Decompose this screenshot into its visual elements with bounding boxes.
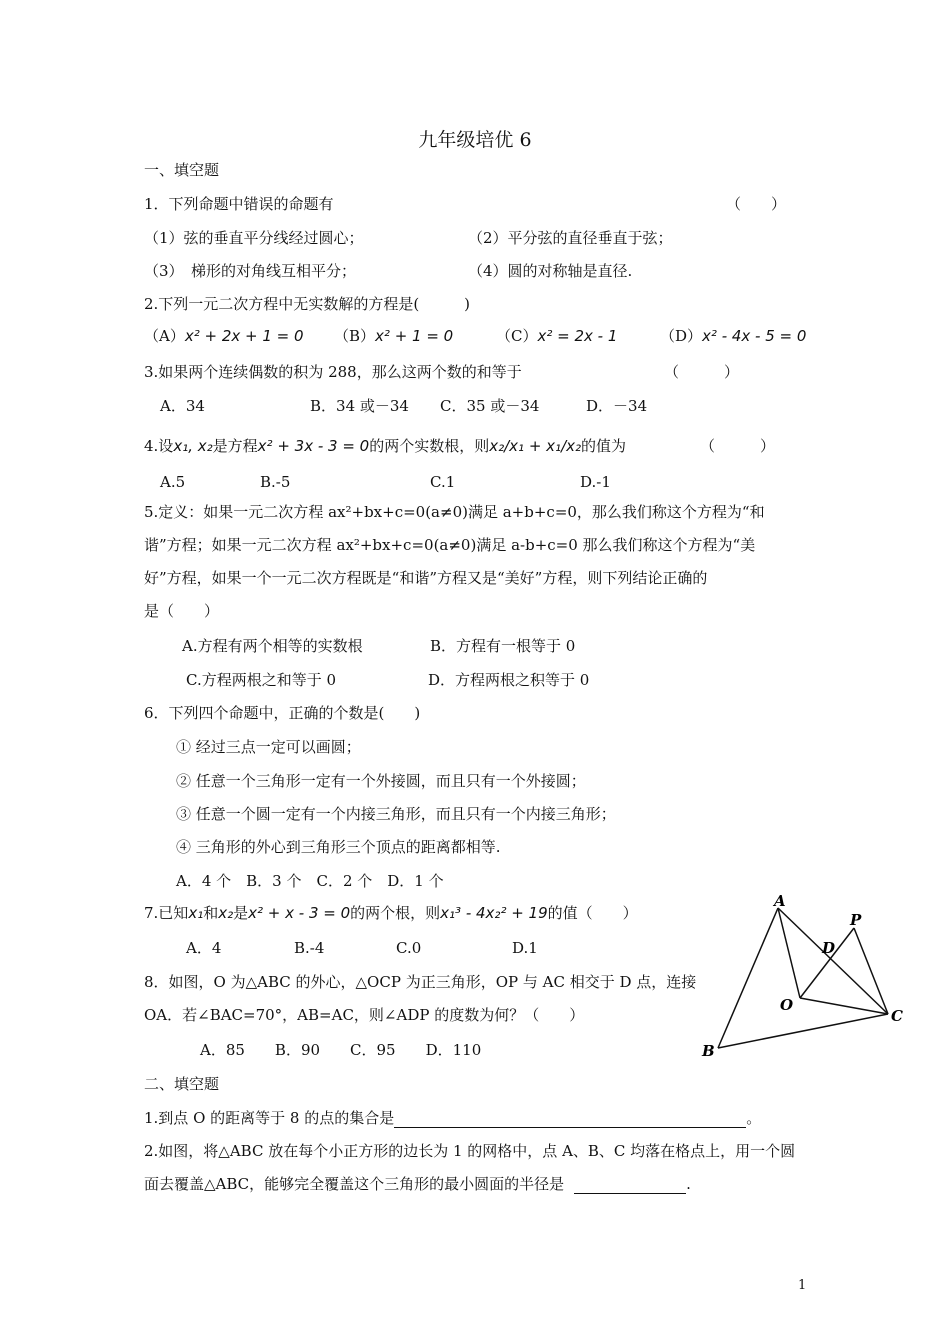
q4-option-b: B.-5: [260, 473, 291, 491]
segment-ac: [778, 908, 888, 1014]
q4-post: 的值为: [581, 437, 627, 455]
q7-x2: x₂: [218, 904, 234, 922]
q4-vars: x₁, x₂: [173, 437, 213, 455]
q2-option-c-equation: x² = 2x - 1: [537, 327, 618, 345]
q2-option-d-label: （D）: [660, 327, 703, 345]
q4-answer-bracket: （ ）: [700, 437, 776, 455]
q4-option-d: D.-1: [580, 473, 611, 491]
q5-option-a: A.方程有两个相等的实数根: [182, 637, 363, 655]
q8-line-1: 8．如图，O 为△ABC 的外心，△OCP 为正三角形，OP 与 AC 相交于 D 点，连接: [144, 973, 697, 991]
q2-stem: 2.下列一元二次方程中无实数解的方程是( ): [144, 295, 471, 313]
q7-mid2: 的两个根，则: [350, 904, 441, 922]
q7-post: 的值（ ）: [547, 904, 638, 922]
label-a: A: [774, 892, 786, 910]
q2-option-d: [660, 326, 806, 346]
q6-item-1: ① 经过三点一定可以画圆；: [176, 738, 361, 756]
q1-stem: 1．下列命题中错误的命题有: [144, 195, 334, 213]
q5-line-4: 是（ ）: [144, 602, 220, 620]
q6-stem: 6．下列四个命题中，正确的个数是( ): [144, 704, 421, 722]
q7-option-b: B.-4: [294, 939, 325, 957]
q1-item-2: （2）平分弦的直径垂直于弦；: [468, 229, 673, 247]
q4-pre: 4.设: [144, 437, 174, 455]
segment-oa: [778, 908, 800, 998]
q8-options: A．85 B．90 C．95 D．110: [200, 1041, 482, 1059]
fill-q1-end: 。: [746, 1109, 762, 1127]
fill-q2-text: 面去覆盖△ABC，能够完全覆盖这个三角形的最小圆面的半径是: [144, 1175, 565, 1193]
fill-q1-text: 1.到点 O 的距离等于 8 的点的集合是: [144, 1109, 395, 1127]
q7-expression: x₁³ - 4x₂² + 19: [440, 904, 548, 922]
q3-option-b: B．34 或－34: [310, 397, 409, 415]
q2-option-d-equation: x² - 4x - 5 = 0: [702, 327, 807, 345]
section-heading-2: 二、填空题: [144, 1075, 220, 1093]
q4-mid2: 的两个实数根，则: [369, 437, 490, 455]
q4-mid: 是方程: [212, 437, 258, 455]
label-o: O: [780, 996, 794, 1014]
fill-question-2-line-1: 2.如图，将△ABC 放在每个小正方形的边长为 1 的网格中，点 A、B、C 均落在格点上，用一个圆: [144, 1142, 796, 1160]
q2-option-a-equation: x² + 2x + 1 = 0: [184, 327, 304, 345]
q1-item-1: （1）弦的垂直平分线经过圆心；: [144, 229, 364, 247]
q2-option-c-label: （C）: [496, 327, 538, 345]
q2-option-a: [144, 326, 304, 346]
q3-option-d: D．－34: [586, 397, 648, 415]
q5-line-1: 5.定义：如果一元二次方程 ax²+bx+c=0(a≠0)满足 a+b+c=0，那么我们称这个方程为“和: [144, 503, 765, 521]
label-c: C: [891, 1007, 903, 1025]
section-heading-1: 一、填空题: [144, 161, 220, 179]
q6-item-3: ③ 任意一个圆一定有一个内接三角形，而且只有一个内接三角形；: [176, 805, 616, 823]
q6-options: A．4 个 B．3 个 C．2 个 D．1 个: [176, 872, 444, 890]
q7-equation: x² + x - 3 = 0: [248, 904, 351, 922]
label-d: D: [822, 939, 836, 957]
q3-option-a: A．34: [160, 397, 205, 415]
segment-ab: [718, 908, 778, 1048]
q2-option-b: [334, 326, 453, 346]
q1-item-3: （3） 梯形的对角线互相平分；: [144, 262, 357, 280]
triangle-figure: [688, 890, 910, 1060]
q6-item-4: ④ 三角形的外心到三角形三个顶点的距离都相等.: [176, 838, 501, 856]
segment-pc: [854, 928, 888, 1014]
q8-line-2: OA．若∠BAC=70°，AB=AC，则∠ADP 的度数为何？（ ）: [144, 1006, 585, 1024]
q2-option-b-label: （B）: [334, 327, 376, 345]
q3-option-c: C．35 或－34: [440, 397, 540, 415]
q4-option-a: A.5: [160, 473, 186, 491]
q7-stem: [144, 903, 638, 923]
q7-option-c: C.0: [396, 939, 422, 957]
label-p: P: [850, 911, 862, 929]
q7-option-d: D.1: [512, 939, 538, 957]
q5-option-c: C.方程两根之和等于 0: [186, 671, 337, 689]
q5-line-2: 谐”方程；如果一元二次方程 ax²+bx+c=0(a≠0)满足 a-b+c=0 那么我们称这个方程为“美: [144, 536, 756, 554]
fill-question-1: [144, 1108, 761, 1128]
q7-and: 和: [203, 904, 219, 922]
q2-option-b-equation: x² + 1 = 0: [375, 327, 454, 345]
q5-line-3: 好”方程，如果一个一元二次方程既是“和谐”方程又是“美好”方程，则下列结论正确的: [144, 569, 708, 587]
label-b: B: [702, 1042, 715, 1060]
q3-answer-bracket: （ ）: [664, 363, 740, 381]
page-title: 九年级培优 6: [418, 129, 532, 151]
fill-q2-end: .: [686, 1175, 691, 1193]
q4-equation: x² + 3x - 3 = 0: [257, 437, 370, 455]
q7-x1: x₁: [188, 904, 204, 922]
fill-q1-answer-blank[interactable]: [394, 1109, 746, 1128]
page-number: 1: [798, 1278, 807, 1293]
q1-item-4: （4）圆的对称轴是直径.: [468, 262, 633, 280]
q4-option-c: C.1: [430, 473, 456, 491]
fill-question-2-line-2: [144, 1174, 691, 1194]
q1-answer-bracket: （ ）: [726, 195, 787, 213]
q2-option-a-label: （A）: [144, 327, 185, 345]
q4-stem: [144, 436, 626, 456]
q2-option-c: [496, 326, 617, 346]
q7-mid: 是: [233, 904, 249, 922]
segment-bc: [718, 1014, 888, 1048]
q5-option-b: B．方程有一根等于 0: [430, 637, 576, 655]
q6-item-2: ② 任意一个三角形一定有一个外接圆，而且只有一个外接圆；: [176, 772, 586, 790]
fill-q2-answer-blank[interactable]: [574, 1175, 686, 1194]
q3-stem: 3.如果两个连续偶数的积为 288，那么这两个数的和等于: [144, 363, 522, 381]
q5-option-d: D．方程两根之积等于 0: [428, 671, 590, 689]
q4-expression: x₂/x₁ + x₁/x₂: [489, 437, 582, 455]
q7-pre: 7.已知: [144, 904, 189, 922]
q7-option-a: A．4: [186, 939, 222, 957]
